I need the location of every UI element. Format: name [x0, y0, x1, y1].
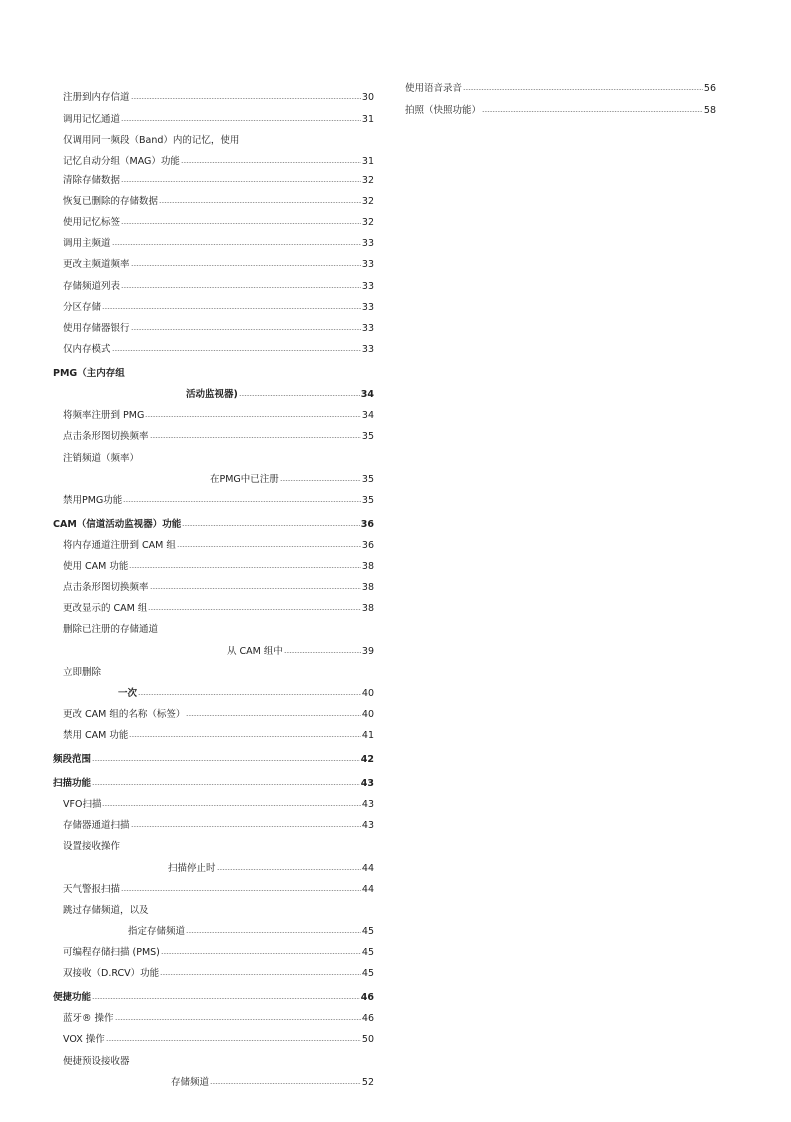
- toc-entry: 一次 40: [118, 688, 374, 699]
- toc-section-entry: 便捷功能 46: [53, 992, 374, 1003]
- toc-entry-heading: 仅调用同一频段（Band）内的记忆，使用: [63, 135, 240, 146]
- toc-section-heading: PMG（主内存组: [53, 368, 125, 379]
- toc-entry: 使用存储器银行 33: [63, 323, 374, 334]
- toc-entry: 使用记忆标签 32: [63, 217, 374, 228]
- toc-entry: 存储频道 52: [171, 1077, 374, 1088]
- toc-entry: 记忆自动分组（MAG）功能 31: [63, 156, 374, 167]
- toc-entry-heading: 跳过存储频道，以及: [63, 905, 149, 916]
- toc-entry: 分区存储 33: [63, 302, 374, 313]
- toc-entry: 点击条形图切换频率 38: [63, 582, 374, 593]
- toc-entry-heading: 便捷预设接收器: [63, 1056, 130, 1067]
- toc-section-entry: CAM（信道活动监视器）功能 36: [53, 519, 374, 530]
- toc-entry: 更改显示的 CAM 组 38: [63, 603, 374, 614]
- toc-entry: 禁用PMG功能 35: [63, 495, 374, 506]
- toc-entry: 可编程存储扫描 (PMS) 45: [63, 947, 374, 958]
- toc-entry: 存储频道列表 33: [63, 281, 374, 292]
- toc-section-entry: 活动监视器) 34: [186, 389, 374, 400]
- toc-entry: 将频率注册到 PMG 34: [63, 410, 374, 421]
- toc-entry: 调用主频道 33: [63, 238, 374, 249]
- toc-entry: 仅内存模式 33: [63, 344, 374, 355]
- toc-entry: 使用 CAM 功能 38: [63, 561, 374, 572]
- toc-entry-heading: 注销频道（频率）: [63, 453, 140, 464]
- toc-section-entry: 扫描功能 43: [53, 778, 374, 789]
- toc-entry-heading: 设置接收操作: [63, 841, 121, 852]
- toc-entry: 注册到内存信道 30: [63, 92, 374, 103]
- toc-entry: 点击条形图切换频率 35: [63, 431, 374, 442]
- toc-entry: 存储器通道扫描 43: [63, 820, 374, 831]
- toc-section-entry: 频段范围 42: [53, 754, 374, 765]
- toc-entry: 清除存储数据 32: [63, 175, 374, 186]
- toc-entry: 在PMG中已注册 35: [210, 474, 374, 485]
- toc-entry: 天气警报扫描 44: [63, 884, 374, 895]
- toc-entry: 更改主频道频率 33: [63, 259, 374, 270]
- toc-entry: 指定存储频道 45: [128, 926, 374, 937]
- toc-entry: 使用语音录音 56: [405, 83, 716, 94]
- toc-entry: 恢复已删除的存储数据 32: [63, 196, 374, 207]
- toc-entry: 更改 CAM 组的名称（标签） 40: [63, 709, 374, 720]
- toc-entry: VFO扫描 43: [63, 799, 374, 810]
- toc-entry: 禁用 CAM 功能 41: [63, 730, 374, 741]
- toc-entry: 扫描停止时 44: [168, 863, 374, 874]
- toc-entry: 将内存通道注册到 CAM 组 36: [63, 540, 374, 551]
- toc-entry-heading: 立即删除: [63, 667, 102, 678]
- toc-entry: 蓝牙® 操作 46: [63, 1013, 374, 1024]
- toc-entry: VOX 操作 50: [63, 1034, 374, 1045]
- toc-entry: 调用记忆通道 31: [63, 114, 374, 125]
- toc-entry: 拍照（快照功能） 58: [405, 105, 716, 116]
- toc-entry-heading: 删除已注册的存储通道: [63, 624, 159, 635]
- toc-entry: 双接收（D.RCV）功能 45: [63, 968, 374, 979]
- toc-entry: 从 CAM 组中 39: [227, 646, 374, 657]
